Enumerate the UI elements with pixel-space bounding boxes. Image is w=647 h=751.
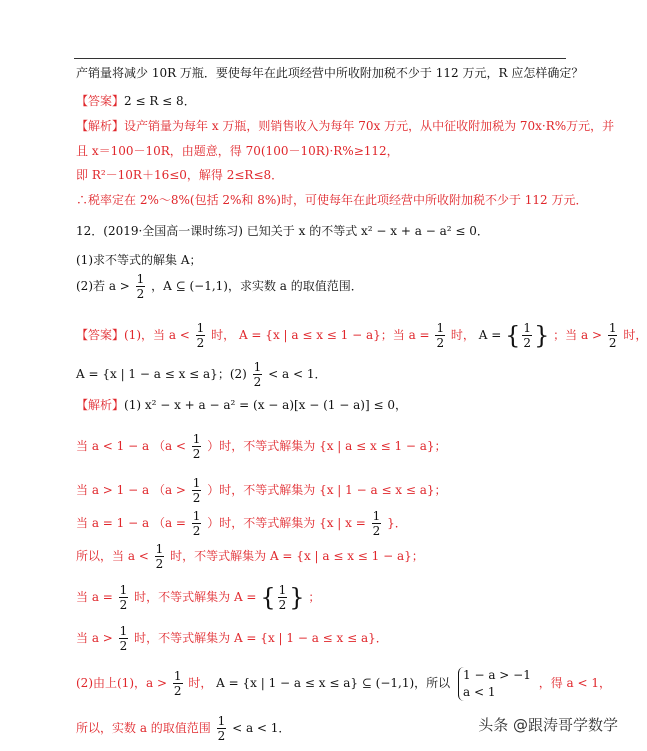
fraction-half: $\frac{1}{2}$ bbox=[155, 542, 164, 571]
answer-tag: 【答案】 bbox=[76, 94, 125, 108]
case-1: 当 a < 1 − a （a < $\frac{1}{2}$ ）时，不等式解集为 {x | a ≤ x ≤ 1 − a}； bbox=[76, 432, 447, 461]
fraction-half: $\frac{1}{2}$ bbox=[608, 321, 617, 350]
fraction-half: $\frac{1}{2}$ bbox=[278, 583, 287, 612]
answer-2-c: 时， bbox=[450, 328, 475, 342]
analysis-line-4: ∴税率定在 2%～8%(包括 2%和 8%)时，可使每年在此项经营中所收附加税不少于 112 万元． bbox=[76, 193, 588, 207]
answer-2-line-1: 【答案】(1)，当 a < $\frac{1}{2}$ 时， A = {x | a ≤ x ≤ 1 − a}；当 a = $\frac{1}{2}$ 时， A = { $\frac{1}{2}$ } ；当 a > $\frac{1}{2}$ 时， bbox=[76, 321, 647, 350]
watermark: 头条 @跟涛哥学数学 bbox=[478, 716, 618, 734]
answer-2-e: ；当 a > bbox=[553, 328, 603, 342]
answer-2-f: 时， bbox=[623, 328, 647, 342]
fraction-half: $\frac{1}{2}$ bbox=[173, 669, 182, 698]
fraction-half: $\frac{1}{2}$ bbox=[253, 360, 262, 389]
answer-value: 2 ≤ R ≤ 8． bbox=[124, 94, 196, 108]
question-12: 12．(2019·全国高一课时练习) 已知关于 x 的不等式 x² − x + a − a² ≤ 0． bbox=[76, 224, 489, 238]
analysis-text-1: 设产销量为每年 x 万瓶，则销售收入为每年 70x 万元，从中征收附加税为 70x·R%万元，并 bbox=[124, 119, 615, 133]
answer-2-g: A = {x | 1 − a ≤ x ≤ a}；(2) bbox=[76, 367, 247, 381]
analysis-line-1 bbox=[76, 117, 614, 135]
fraction-half: $\frac{1}{2}$ bbox=[119, 583, 128, 612]
answer-2-line-2 bbox=[76, 358, 326, 390]
answer-2-d: A = bbox=[478, 328, 502, 342]
fraction-half: $\frac{1}{2}$ bbox=[436, 321, 445, 350]
problem-text-end: 产销量将减少 10R 万瓶．要使每年在此项经营中所收附加税不少于 112 万元，R 应怎样确定？ bbox=[76, 66, 584, 80]
fraction-half: $\frac{1}{2}$ bbox=[119, 624, 128, 653]
case-3: 当 a = 1 − a （a = $\frac{1}{2}$ ）时，不等式解集为 {x | x = $\frac{1}{2}$ }． bbox=[76, 509, 407, 538]
fraction-half: $\frac{1}{2}$ bbox=[192, 476, 201, 505]
answer-1 bbox=[76, 92, 196, 110]
analysis-line-2: 且 x＝100－10R，由题意，得 70(100－10R)·R%≥112， bbox=[76, 144, 399, 158]
answer-2-b: 时， A = {x | a ≤ x ≤ 1 − a}；当 a = bbox=[211, 328, 430, 342]
question-12-part-1: (1)求不等式的解集 A； bbox=[76, 253, 202, 267]
question-12-part-2 bbox=[76, 270, 363, 302]
case-2: 当 a > 1 − a （a > $\frac{1}{2}$ ）时，不等式解集为 {x | 1 − a ≤ x ≤ a}； bbox=[76, 476, 447, 505]
answer-2-a: ，当 a < bbox=[141, 328, 190, 342]
summary-2: 当 a = $\frac{1}{2}$ 时，不等式解集为 A = { $\frac{1}{2}$ } ； bbox=[76, 583, 321, 612]
fraction-half: $\frac{1}{2}$ bbox=[136, 272, 145, 301]
solution-tag: 【解析】 bbox=[76, 398, 125, 412]
q12-part2-tail: ，A ⊆ (−1,1)，求实数 a 的取值范围． bbox=[151, 279, 363, 293]
summary-3: 当 a > $\frac{1}{2}$ 时，不等式解集为 A = {x | 1 − a ≤ x ≤ a}． bbox=[76, 624, 388, 653]
fraction-half: $\frac{1}{2}$ bbox=[217, 714, 226, 743]
solution-s1: (1) x² − x + a − a² = (x − a)[x − (1 − a)] ≤ 0， bbox=[124, 398, 407, 412]
fraction-half: $\frac{1}{2}$ bbox=[523, 321, 532, 350]
top-rule bbox=[74, 58, 566, 59]
solution-step-1 bbox=[76, 396, 407, 414]
fraction-half: $\frac{1}{2}$ bbox=[196, 321, 205, 350]
q12-part2-lead: (2)若 a > bbox=[76, 279, 130, 293]
fraction-half: $\frac{1}{2}$ bbox=[192, 509, 201, 538]
analysis-tag: 【解析】 bbox=[76, 119, 125, 133]
inequality-system: 1 − a > −1 a < 1 bbox=[458, 667, 531, 701]
analysis-line-3: 即 R²－10R＋16≤0，解得 2≤R≤8． bbox=[76, 168, 284, 182]
answer-2-h: < a < 1． bbox=[268, 367, 327, 381]
fraction-half: $\frac{1}{2}$ bbox=[192, 432, 201, 461]
final-range: 所以，实数 a 的取值范围 $\frac{1}{2}$ < a < 1． bbox=[76, 714, 291, 743]
fraction-half: $\frac{1}{2}$ bbox=[372, 509, 381, 538]
answer-2-tag: 【答案】(1) bbox=[76, 328, 141, 342]
summary-1: 所以，当 a < $\frac{1}{2}$ 时，不等式解集为 A = {x | a ≤ x ≤ 1 − a}； bbox=[76, 542, 424, 571]
part-2-solution: (2)由上(1)，a > $\frac{1}{2}$ 时， A = {x | 1 − a ≤ x ≤ a} ⊆ (−1,1)，所以 1 − a > −1 a < 1 ，得 a < 1， bbox=[76, 667, 611, 699]
